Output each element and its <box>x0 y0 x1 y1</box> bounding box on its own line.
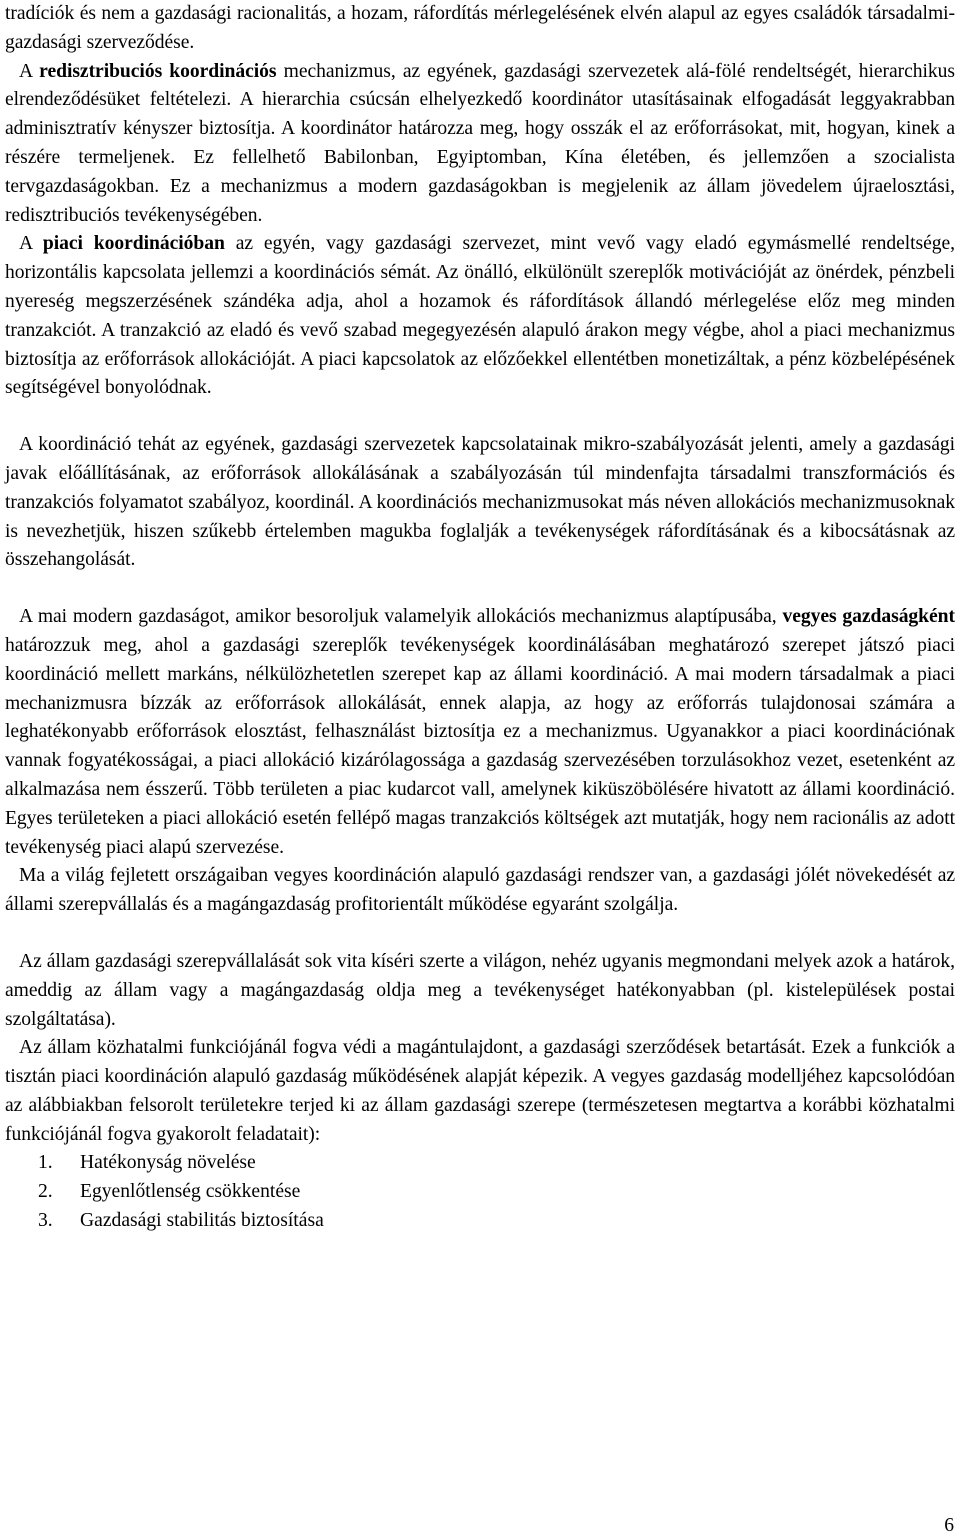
paragraph-market-coordination <box>5 230 955 403</box>
paragraph-text: A <box>19 233 43 255</box>
paragraph-intro-continuation: tradíciók és nem a gazdasági racionalitás, a hozam, ráfordítás mérlegelésének elvén alapul az egyes családók társadalmi-gazdasági szerveződése. <box>5 3 955 53</box>
paragraph-coordination-definition: A koordináció tehát az egyének, gazdasági szervezetek kapcsolatainak mikro-szabályozását jelenti, amely a gazdasági javak előállításának, az erőforrások allokálásának a szabályozásán túl mindenfajta társadalmi transzformációs és tranzakciós folyamatot szabályoz, koordinál. A koordinációs mechanizmusokat más néven allokációs mechanizmusoknak is nevezhetjük, hiszen szűkebb értelemben magukba foglalják a tevékenységek ráfordításának és a kibocsátásnak az összehangolását. <box>5 434 955 571</box>
paragraph-text: mechanizmus, az egyének, gazdasági szervezetek alá-fölé rendeltségét, hierarchikus elrendeződésüket feltételezi. A hierarchia csúcsán elhelyezkedő koordinátor utasításainak elfogadását leggyakrabban adminisztratív kényszer biztosítja. A koordinátor határozza meg, hogy osszák el az erőforrásokat, mit, hogyan, kinek a részére termeljenek. Ez fellelhető Babilonban, Egyiptomban, Kína életében, és jellemzően a szocialista tervgazdaságokban. Ez a mechanizmus a modern gazdaságokban is megjelenik az állam jövedelem újraelosztási, redisztribuciós tevékenységében. <box>5 60 955 226</box>
paragraph-developed-countries: Ma a világ fejletett országaiban vegyes koordináción alapuló gazdasági rendszer van, a gazdasági jólét növekedését az állami szerepvállalás és a magángazdaság profitorientált működése egyaránt szolgálja. <box>5 865 955 916</box>
document-page <box>5 0 955 1236</box>
list-item <box>5 1178 955 1207</box>
paragraph-mixed-economy <box>5 603 955 862</box>
paragraph-redistributive-coordination <box>5 58 955 231</box>
term-redistributive-coordination: redisztribuciós koordinációs <box>39 60 277 82</box>
list-item-number: 1. <box>38 1152 53 1174</box>
list-item-label: Hatékonyság növelése <box>80 1152 256 1174</box>
paragraph-state-public-function: Az állam közhatalmi funkciójánál fogva védi a magántulajdont, a gazdasági szerződések betartását. Ezek a funkciók a tisztán piaci koordináción alapuló gazdaság működésének alapját képezik. A vegyes gazdaság modelljéhez kapcsolódóan az alábbiakban felsorolt területekre terjed ki az állam gazdasági szerepe (természetesen megtartva a korábbi közhatalmi funkciójánál fogva gyakorolt feladatait): <box>5 1037 955 1145</box>
list-item-label: Gazdasági stabilitás biztosítása <box>80 1210 324 1232</box>
paragraph-text: az egyén, vagy gazdasági szervezet, mint vevő vagy eladó egymásmellé rendeltsége, horizontális kapcsolata jellemzi a koordinációs sémát. Az önálló, elkülönült szereplők motivációját az önérdek, pénzbeli nyereség megszerzésének szándéka adja, ahol a hozamok és ráfordítások állandó mérlegelése előz meg minden tranzakciót. A tranzakció az eladó és vevő szabad megegyezésén alapuló árakon megy végbe, ahol a piaci mechanizmus biztosítja az erőforrások allokációját. A piaci kapcsolatok az előzőekkel ellentétben monetizáltak, a pénz közbelépésének segítségével bonyolódnak. <box>5 233 955 399</box>
paragraph-text: A mai modern gazdaságot, amikor besoroljuk valamelyik allokációs mechanizmus alaptípusába, <box>19 606 783 628</box>
list-item-number: 3. <box>38 1210 53 1232</box>
term-mixed-economy: vegyes gazdaságként <box>782 606 955 628</box>
term-market-coordination: piaci koordinációban <box>42 233 225 255</box>
state-roles-list <box>5 1149 955 1235</box>
list-item <box>5 1207 955 1236</box>
page-number: 6 <box>944 1515 954 1536</box>
paragraph-state-role-debate: Az állam gazdasági szerepvállalását sok vita kíséri szerte a világon, nehéz ugyanis megmondani melyek azok a határok, ameddig az állam vagy a magángazdaság oldja meg a tevékenységet hatékonyabban (pl. kistelepülések postai szolgáltatása). <box>5 950 955 1030</box>
list-item <box>5 1149 955 1178</box>
paragraph-text: határozzuk meg, ahol a gazdasági szereplők tevékenységek koordinálásában meghatározó szerepet játszó piaci koordináció mellett markáns, nélkülözhetetlen szerepet kap az állami koordináció. A mai modern társadalmak a piaci mechanizmusra bízzák az erőforrások allokálását, ennek alapja, az hogy az erőforrás tulajdonosai számára a leghatékonyabb erőforrások elosztást, felhasználást biztosítja ez a mechanizmus. Ugyanakkor a piaci koordinációnak vannak fogyatékosságai, a piaci allokáció kizárólagossága a gazdaság szervezésében torzulásokhoz vezet, esetenként az alkalmazása nem ésszerű. Több területen a piac kudarcot vall, amelynek kiküszöbölésére hivatott az állami koordináció. Egyes területeken a piaci allokáció esetén fellépő magas tranzakciós költségek azt mutatják, hogy nem racionális az adott tevékenység piaci alapú szervezése. <box>5 634 955 858</box>
list-item-label: Egyenlőtlenség csökkentése <box>80 1181 301 1203</box>
paragraph-text: A <box>19 60 40 82</box>
list-item-number: 2. <box>38 1181 53 1203</box>
